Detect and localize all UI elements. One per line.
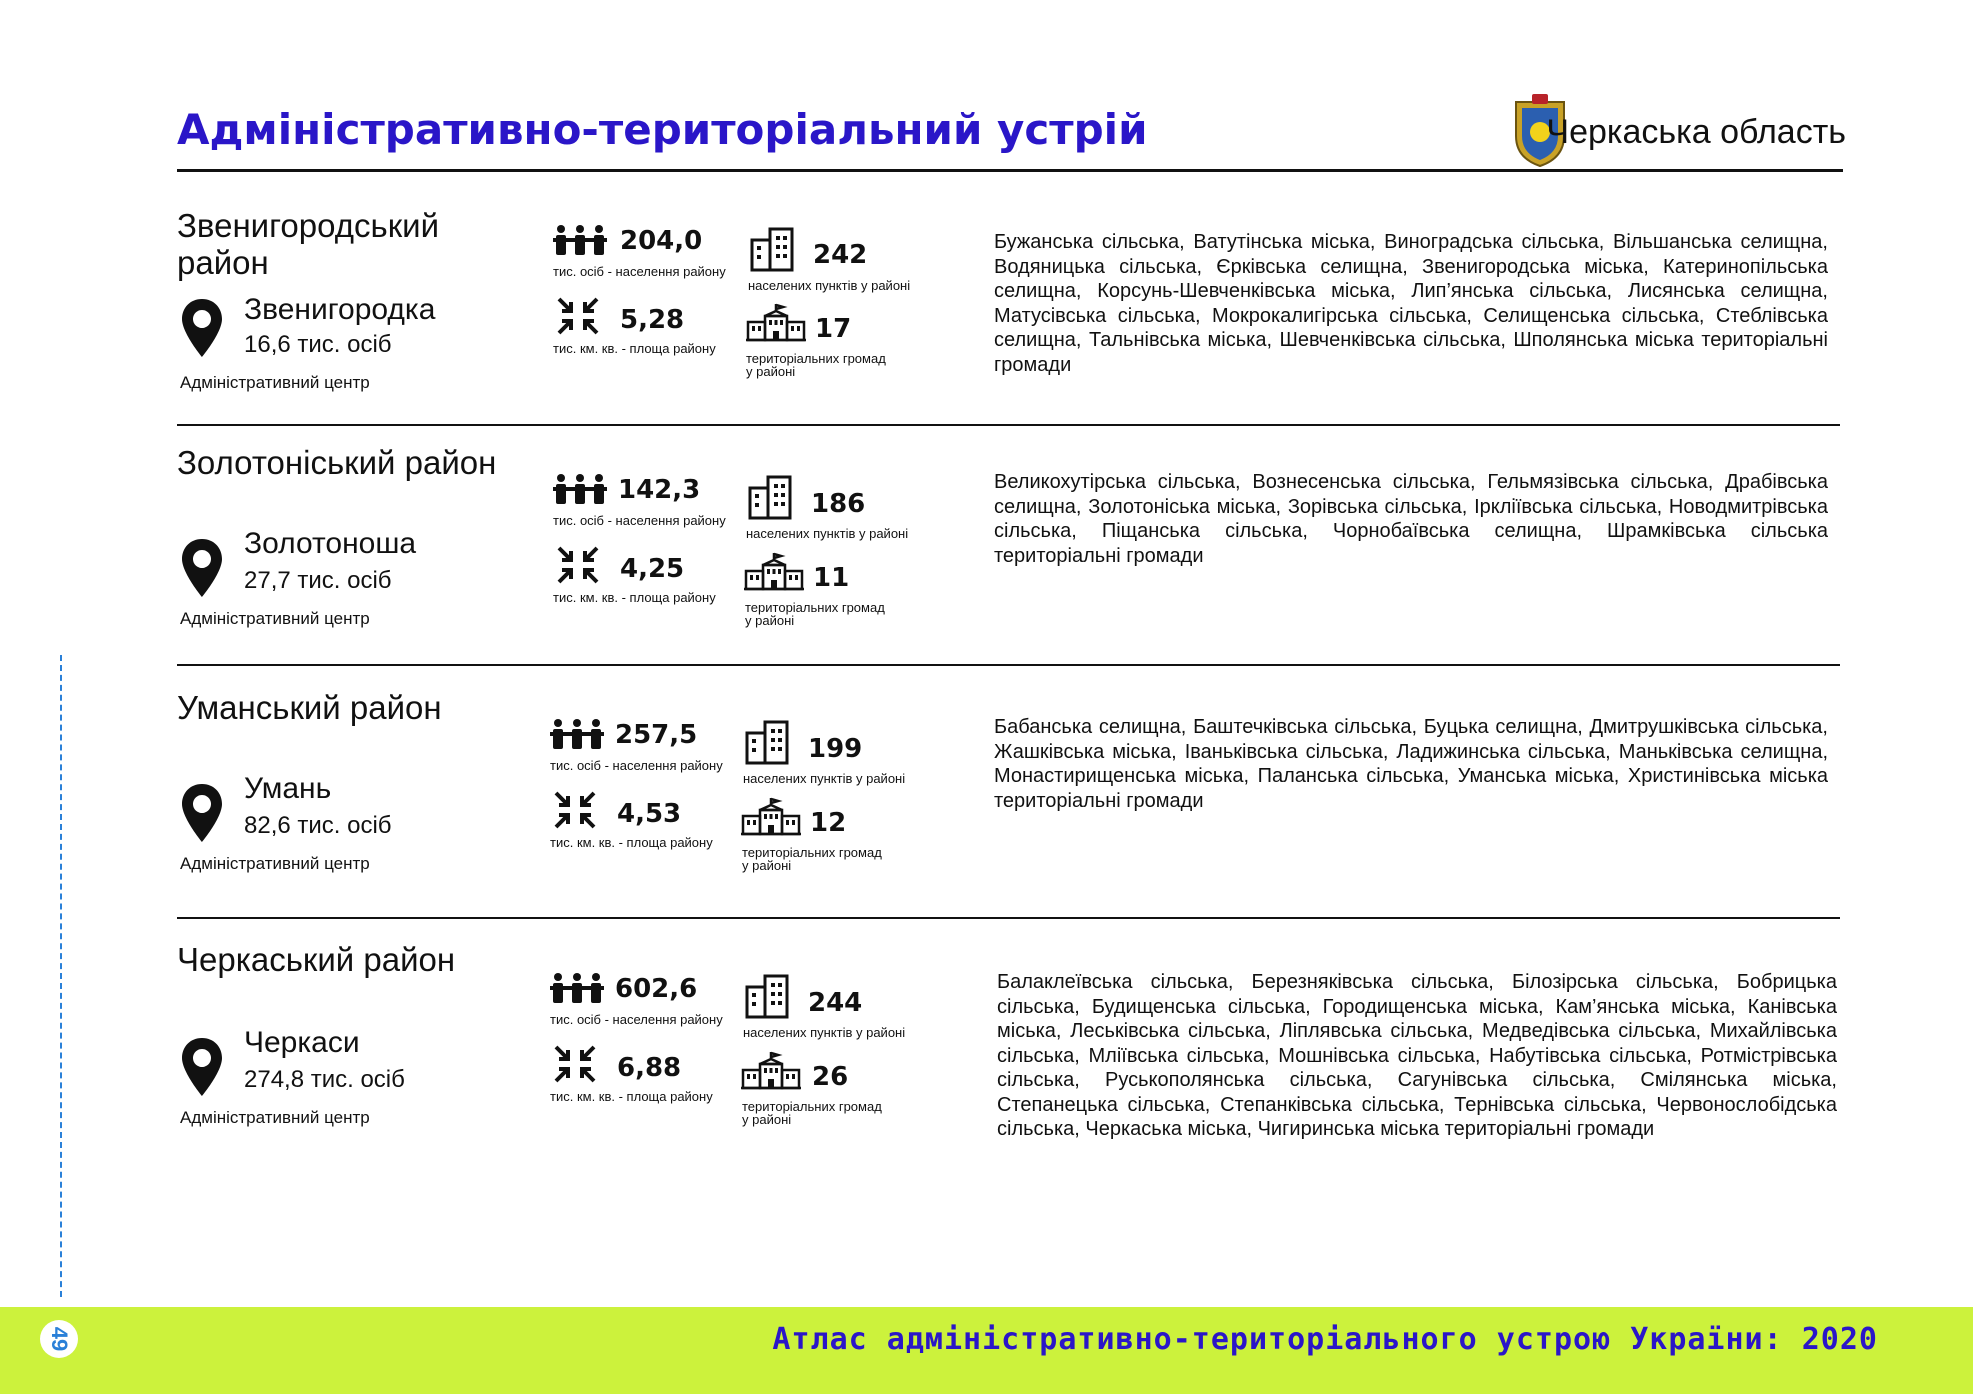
area-value: 4,25	[620, 554, 685, 584]
district-divider	[177, 424, 1840, 426]
area-caption: тис. км. кв. - площа району	[553, 341, 716, 356]
hromady-count-value: 12	[810, 808, 847, 838]
area-icon	[553, 790, 597, 830]
district-title: Звенигородський район	[177, 207, 440, 281]
area-icon	[553, 1044, 597, 1084]
hromady-caption-line1: територіальних громад	[745, 600, 885, 615]
area-value: 5,28	[620, 305, 685, 335]
area-icon	[556, 296, 600, 336]
people-icon	[553, 473, 607, 505]
hromady-count-value: 11	[813, 563, 850, 593]
buildings-icon	[749, 226, 797, 272]
settlements-caption: населених пунктів у районі	[746, 526, 909, 541]
location-pin-icon	[180, 782, 224, 844]
hromady-caption-line2: у районі	[746, 364, 796, 379]
area-caption: тис. км. кв. - площа району	[553, 590, 716, 605]
area-icon	[556, 545, 600, 585]
settlements-caption: населених пунктів у районі	[743, 771, 906, 786]
page-number: 49	[47, 1326, 72, 1352]
population-value: 204,0	[620, 226, 703, 256]
admin-center-caption: Адміністративний центр	[180, 609, 370, 628]
hromady-list: Балаклеївська сільська, Березняківська сільська, Білозірська сільська, Бобрицька сільська, Будищенська сільська, Городищенська міська, Кам’янська міська, Канівська міська, Леськівська сільська, Ліплявська сільська, Медведівська сільська, Михайлівська сільська, Мліївська сільська, Мошнівська сільська, Набутівська сільська, Ротмістрівська сільська, Руськополянська сільська, Сагунівська сільська, Смілянська міська, Степанецька сільська, Степанківська сільська, Тернівська сільська, Червонослобідська сільська, Черкаська міська, Чигиринська міська територіальні громади	[997, 971, 1837, 1140]
population-value: 142,3	[618, 475, 701, 505]
settlements-value: 186	[811, 489, 866, 519]
admin-center-population: 82,6 тис. осіб	[244, 812, 392, 839]
hromady-list: Великохутірська сільська, Вознесенська сільська, Гельмязівська сільська, Драбівська селищна, Золотоніська міська, Зорівська сільська, Іркліївська сільська, Новодмитрівська сільська, Піщанська сільська, Чорнобаївська селищна, Шрамківська сільська територіальні громади	[994, 471, 1828, 567]
admin-center-name: Черкаси	[244, 1026, 360, 1059]
people-icon	[550, 972, 604, 1004]
hromady-list: Бужанська сільська, Ватутінська міська, Виноградська сільська, Вільшанська селищна, Водяницька сільська, Єрківська селищна, Звенигородська міська, Катеринопільська селищна, Корсунь-Шевченківська міська, Лип’янська сільська, Лисянська селищна, Матусівська сільська, Мокрокалигірська сільська, Селищенська сільська, Стеблівська селищна, Тальнівська міська, Шевченківська сільська, Шполянська міська територіальні громади	[994, 231, 1828, 376]
population-caption: тис. осіб - населення району	[550, 1012, 723, 1027]
population-value: 602,6	[615, 974, 698, 1004]
buildings-icon	[747, 474, 795, 520]
hromady-list: Бабанська селищна, Баштечківська сільська, Буцька селищна, Дмитрушківська сільська, Жашківська міська, Іваньківська сільська, Ладижинська сільська, Маньківська селищна, Монастирищенська міська, Паланська сільська, Уманська міська, Христинівська міська територіальні громади	[994, 716, 1828, 812]
admin-center-population: 16,6 тис. осіб	[244, 331, 392, 358]
region-name: Черкаська область	[1546, 113, 1846, 151]
area-value: 4,53	[617, 799, 682, 829]
location-pin-icon	[180, 537, 224, 599]
area-value: 6,88	[617, 1053, 682, 1083]
town-hall-icon	[745, 302, 807, 342]
town-hall-icon	[743, 551, 805, 591]
hromady-caption-line2: у районі	[742, 858, 792, 873]
district-title: Золотоніський район	[177, 444, 497, 481]
population-caption: тис. осіб - населення району	[553, 264, 726, 279]
settlements-caption: населених пунктів у районі	[743, 1025, 906, 1040]
admin-center-name: Золотоноша	[244, 527, 417, 560]
location-pin-icon	[180, 1036, 224, 1098]
hromady-caption-line1: територіальних громад	[746, 351, 886, 366]
population-caption: тис. осіб - населення району	[553, 513, 726, 528]
town-hall-icon	[740, 1050, 802, 1090]
page-title: Адміністративно-територіальний устрій	[177, 105, 1148, 154]
hromady-caption-line2: у районі	[745, 613, 795, 628]
population-caption: тис. осіб - населення району	[550, 758, 723, 773]
settlements-value: 199	[808, 734, 863, 764]
district-divider	[177, 917, 1840, 919]
district-title: Уманський район	[177, 689, 442, 726]
side-dashed-line	[60, 655, 62, 1297]
settlements-value: 244	[808, 988, 863, 1018]
people-icon	[553, 224, 607, 256]
admin-center-population: 27,7 тис. осіб	[244, 567, 392, 594]
hromady-caption-line1: територіальних громад	[742, 1099, 882, 1114]
buildings-icon	[744, 973, 792, 1019]
admin-center-name: Умань	[244, 772, 332, 805]
area-caption: тис. км. кв. - площа району	[550, 835, 713, 850]
buildings-icon	[744, 719, 792, 765]
settlements-caption: населених пунктів у районі	[748, 278, 911, 293]
admin-center-caption: Адміністративний центр	[180, 373, 370, 392]
hromady-caption-line2: у районі	[742, 1112, 792, 1127]
district-title: Черкаський район	[177, 941, 456, 978]
admin-center-name: Звенигородка	[244, 293, 436, 326]
population-value: 257,5	[615, 720, 698, 750]
header-divider	[177, 169, 1843, 172]
area-caption: тис. км. кв. - площа району	[550, 1089, 713, 1104]
admin-center-caption: Адміністративний центр	[180, 1108, 370, 1127]
people-icon	[550, 718, 604, 750]
district-divider	[177, 664, 1840, 666]
admin-center-population: 274,8 тис. осіб	[244, 1066, 405, 1093]
hromady-count-value: 17	[815, 314, 852, 344]
footer-atlas-title: Атлас адміністративно-територіального устрою України: 2020	[772, 1322, 1878, 1357]
hromady-caption-line1: територіальних громад	[742, 845, 882, 860]
settlements-value: 242	[813, 240, 868, 270]
hromady-count-value: 26	[812, 1062, 849, 1092]
town-hall-icon	[740, 796, 802, 836]
location-pin-icon	[180, 297, 224, 359]
admin-center-caption: Адміністративний центр	[180, 854, 370, 873]
